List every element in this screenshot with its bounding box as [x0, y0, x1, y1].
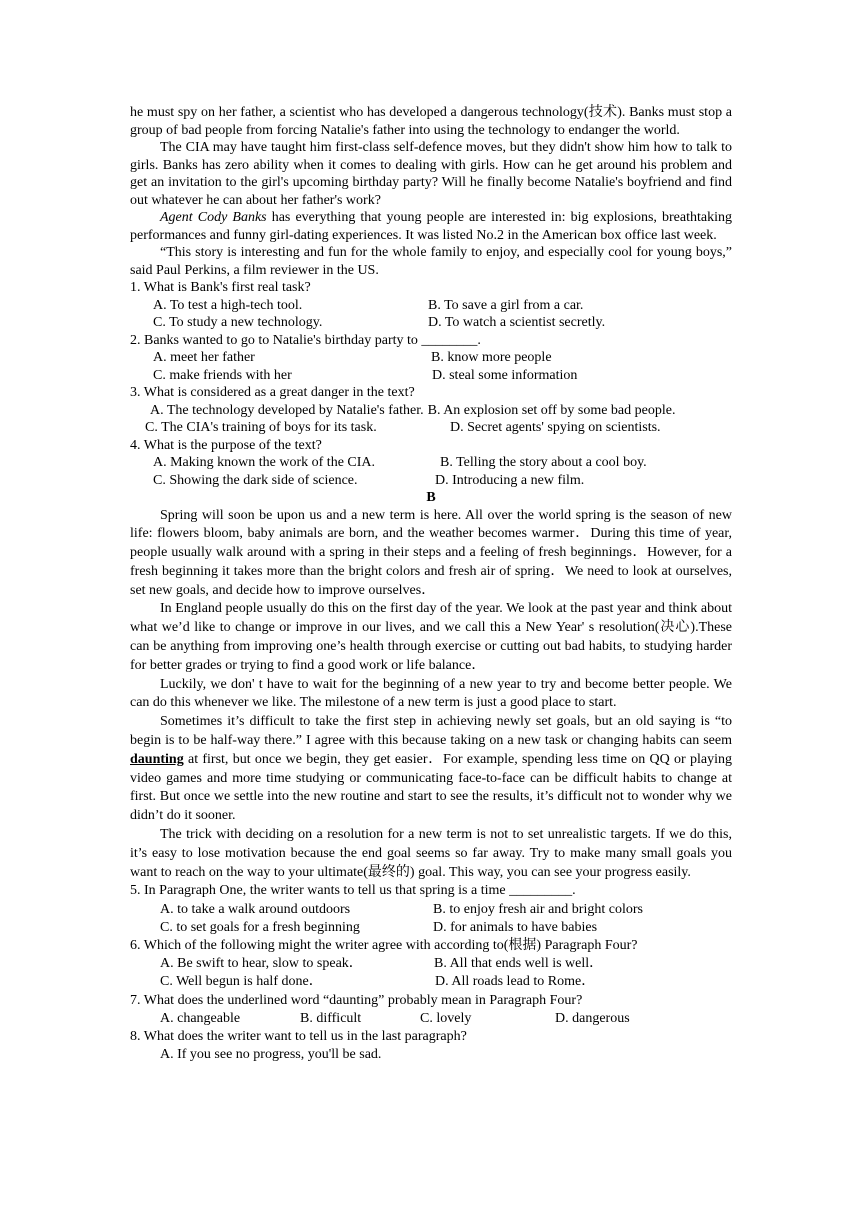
- answer-option: C. lovely: [420, 1010, 472, 1026]
- section-title: B: [426, 490, 436, 505]
- paragraph-text: at first, but once we begin, they get easier．For example, spending less time on QQ or playing video games and more time studying or communicating face-to-face can be difficult habits to change at first. But once we settle into the new routine and start to see the results, it’s difficult not to wonder why we didn’t do it sooner.: [130, 751, 732, 824]
- question-stem: 7. What does the underlined word “daunting” probably mean in Paragraph Four?: [130, 992, 583, 1008]
- answer-options-row: [130, 1046, 732, 1064]
- answer-option: B. All that ends well is well．: [434, 956, 604, 972]
- question-stem: 3. What is considered as a great danger in the text?: [130, 385, 415, 400]
- answer-options-row: [130, 419, 732, 437]
- answer-option: C. Showing the dark side of science.: [153, 472, 358, 488]
- answer-option: C. make friends with her: [153, 367, 292, 383]
- answer-option: B. Telling the story about a cool boy.: [440, 455, 647, 470]
- paragraph-text: Sometimes it’s difficult to take the first step in achieving newly set goals, but an old saying is “to begin is to be half-way there.” I agree with this because taking on a new task or changing habits can seem: [130, 714, 732, 749]
- answer-option: D. dangerous: [555, 1010, 630, 1026]
- answer-option: D. Secret agents' spying on scientists.: [450, 420, 661, 435]
- answer-options-row: [130, 472, 732, 490]
- answer-option: A. to take a walk around outdoors: [160, 901, 351, 917]
- question-stem: 6. Which of the following might the writer agree with according to(根据) Paragraph Four?: [130, 938, 638, 954]
- paragraph: The CIA may have taught him first-class self-defence moves, but they didn't show him how to talk to girls. Banks has zero ability when it comes to dealing with girls. How can he get around his problem and get an invitation to the girl's upcoming birthday party? Will he finally become Natalie's boyfriend and find out whatever he can about her father's work?: [130, 140, 732, 208]
- answer-options-row: [130, 402, 732, 420]
- answer-option: B. to enjoy fresh air and bright colors: [433, 901, 643, 917]
- question-stem: 5. In Paragraph One, the writer wants to tell us that spring is a time _________.: [130, 883, 576, 899]
- answer-option: B. An explosion set off by some bad people.: [427, 402, 676, 418]
- answer-option: A. If you see no progress, you'll be sad.: [160, 1047, 382, 1063]
- answer-options-row: [130, 955, 732, 973]
- answer-option: D. To watch a scientist secretly.: [428, 315, 606, 330]
- answer-option: A. Making known the work of the CIA.: [153, 455, 376, 470]
- paragraph-text: has everything that young people are interested in: big explosions, breathtaking performances and funny girl-dating experiences. It was listed No.2 in the American box office last week.: [130, 210, 732, 243]
- answer-option: C. Well begun is half done．: [160, 974, 323, 990]
- paragraph: The trick with deciding on a resolution for a new term is not to set unrealistic targets. If we do this, it’s easy to lose motivation because the end goal seems so far away. Try to make many small goals you want to reach on the way to your ultimate(最终的) goal. This way, you can see your progress easily.: [130, 827, 732, 880]
- question-stem: 2. Banks wanted to go to Natalie's birthday party to ________.: [130, 332, 481, 348]
- answer-option: A. meet her father: [153, 350, 255, 365]
- paragraph: In England people usually do this on the first day of the year. We look at the past year and think about what we’d like to change or improve in our lives, and we call this a New Year' s resolution(决心).These can be anything from improving one’s health through exercise or cutting out bad habits, to studying harder for better grades or trying to find a good work or life balance．: [130, 601, 732, 673]
- paragraph: [130, 209, 732, 244]
- answer-option: D. Introducing a new film.: [435, 472, 585, 488]
- question-stem: 1. What is Bank's first real task?: [130, 280, 311, 295]
- answer-option: C. To study a new technology.: [153, 315, 323, 330]
- answer-option: A. changeable: [160, 1010, 241, 1026]
- question-stem: 8. What does the writer want to tell us in the last paragraph?: [130, 1029, 467, 1045]
- answer-options-row: [130, 1010, 732, 1028]
- answer-options-row: [130, 454, 732, 472]
- answer-option: B. know more people: [431, 350, 552, 365]
- answer-option: B. difficult: [300, 1010, 362, 1026]
- answer-options-row: [130, 297, 732, 315]
- paragraph: Spring will soon be upon us and a new term is here. All over the world spring is the season of new life: flowers bloom, baby animals are born, and the weather becomes warmer．During this time of year, people usually walk around with a spring in their steps and a feeling of fresh beginnings．However, for a fresh beginning it takes more than the bright colors and fresh air of spring．We need to look at ourselves, set new goals, and decide how to improve ourselves．: [130, 507, 732, 598]
- section-a: [130, 104, 732, 489]
- paragraph: “This story is interesting and fun for the whole family to enjoy, and especially cool for young boys,” said Paul Perkins, a film reviewer in the US.: [130, 245, 732, 278]
- question-stem: 4. What is the purpose of the text?: [130, 437, 322, 453]
- answer-option: A. Be swift to hear, slow to speak．: [160, 956, 363, 972]
- answer-option: D. steal some information: [432, 367, 578, 383]
- answer-options-row: [130, 919, 732, 937]
- answer-options-row: [130, 367, 732, 385]
- paragraph: Luckily, we don' t have to wait for the beginning of a new year to try and become better people. We can do this whenever we like. The milestone of a new term is just a good place to start.: [130, 676, 732, 711]
- underlined-keyword: daunting: [130, 751, 184, 767]
- answer-option: C. to set goals for a fresh beginning: [160, 919, 360, 935]
- section-b: [130, 489, 732, 1064]
- answer-options-row: [130, 314, 732, 332]
- answer-options-row: [130, 349, 732, 367]
- answer-option: A. The technology developed by Natalie's father.: [150, 402, 424, 418]
- film-title: Agent Cody Banks: [160, 210, 267, 225]
- answer-option: D. All roads lead to Rome．: [435, 974, 596, 990]
- answer-option: B. To save a girl from a car.: [428, 297, 584, 313]
- paragraph: he must spy on her father, a scientist who has developed a dangerous technology(技术). Banks must stop a group of bad people from forcing Natalie's father into using the technology to endanger the world.: [130, 105, 732, 138]
- answer-option: C. The CIA's training of boys for its task.: [145, 420, 377, 435]
- answer-option: A. To test a high-tech tool.: [153, 297, 303, 313]
- answer-options-row: [130, 901, 732, 919]
- answer-option: D. for animals to have babies: [433, 919, 598, 935]
- answer-options-row: [130, 973, 732, 991]
- paragraph: [130, 713, 732, 826]
